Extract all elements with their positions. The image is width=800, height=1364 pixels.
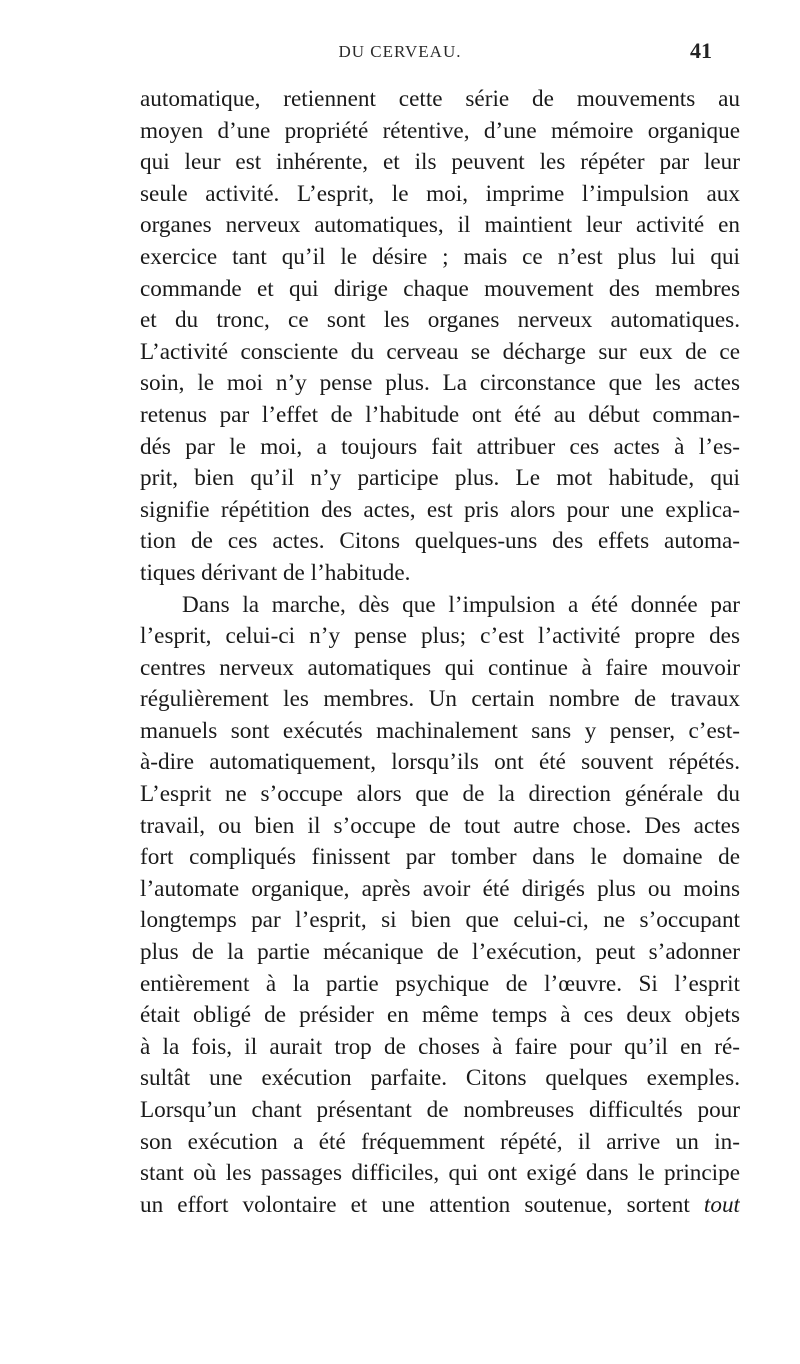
last-text-line [140, 1190, 740, 1222]
text-line: automatique, retiennent cette série de mouvements au [140, 86, 740, 112]
running-header [0, 38, 800, 70]
paragraph-end-line: tiques dérivant de l’habitude. [140, 559, 411, 586]
text-line: travail, ou bien il s’occupe de tout autre chose. Des actes [140, 812, 740, 839]
body-text [140, 84, 740, 1221]
text-line: fort compliqués finissent par tomber dans le domaine de [140, 844, 740, 871]
text-line: stant où les passages difficiles, qui ont exigé dans le principe [140, 1160, 740, 1187]
text-line: seule activité. L’esprit, le moi, imprime l’impulsion aux [140, 180, 740, 207]
text-line: plus de la partie mécanique de l’exécution, peut s’adonner [140, 939, 740, 966]
text-line: à-dire automatiquement, lorsqu’ils ont été souvent répétés. [140, 749, 740, 776]
page-number: 41 [690, 38, 712, 63]
text-line: entièrement à la partie psychique de l’œuvre. Si l’esprit [140, 970, 740, 997]
last-line-text: un effort volontaire et une attention soutenue, sortent [140, 1191, 704, 1218]
text-line: exercice tant qu’il le désire ; mais ce n’est plus lui qui [140, 243, 740, 270]
text-line: Lorsqu’un chant présentant de nombreuses difficultés pour [140, 1097, 740, 1123]
text-line: moyen d’une propriété rétentive, d’une mémoire organique [140, 117, 740, 144]
text-line: signifie répétition des actes, est pris alors pour une explica- [140, 496, 740, 523]
text-line: commande et qui dirige chaque mouvement des membres [140, 275, 740, 302]
text-line: l’automate organique, après avoir été dirigés plus ou moins [140, 875, 740, 902]
text-line: à la fois, il aurait trop de choses à faire pour qu’il en ré- [140, 1033, 740, 1060]
text-line: L’activité consciente du cerveau se décharge sur eux de ce [140, 338, 740, 365]
text-line: manuels sont exécutés machinalement sans y penser, c’est- [140, 717, 740, 744]
text-line: régulièrement les membres. Un certain nombre de travaux [140, 686, 740, 713]
text-line: était obligé de présider en même temps à ces deux objets [140, 1002, 740, 1029]
running-title: DU CERVEAU. [338, 42, 462, 61]
text-line: l’esprit, celui-ci n’y pense plus; c’est l’activité propre des [140, 623, 740, 650]
text-line: organes nerveux automatiques, il maintient leur activité en [140, 212, 740, 239]
text-line: prit, bien qu’il n’y participe plus. Le mot habitude, qui [140, 465, 740, 492]
text-line: sultât une exécution parfaite. Citons quelques exemples. [140, 1065, 740, 1092]
text-line: centres nerveux automatiques qui continue à faire mouvoir [140, 654, 740, 681]
text-line: longtemps par l’esprit, si bien que celui-ci, ne s’occupant [140, 907, 740, 934]
text-line: tion de ces actes. Citons quelques-uns des effets automa- [140, 528, 740, 555]
text-line: son exécution a été fréquemment répété, il arrive un in- [140, 1128, 740, 1155]
paragraph-start-line: Dans la marche, dès que l’impulsion a été donnée par [182, 591, 740, 618]
catchword: tout [703, 1191, 740, 1218]
text-line: et du tronc, ce sont les organes nerveux automatiques. [140, 307, 740, 334]
text-line: L’esprit ne s’occupe alors que de la direction générale du [140, 781, 740, 808]
text-line: qui leur est inhérente, et ils peuvent les répéter par leur [140, 149, 740, 176]
text-line: soin, le moi n’y pense plus. La circonstance que les actes [140, 370, 740, 397]
text-line: retenus par l’effet de l’habitude ont été au début comman- [140, 401, 740, 428]
text-line: dés par le moi, a toujours fait attribuer ces actes à l’es- [140, 433, 740, 460]
